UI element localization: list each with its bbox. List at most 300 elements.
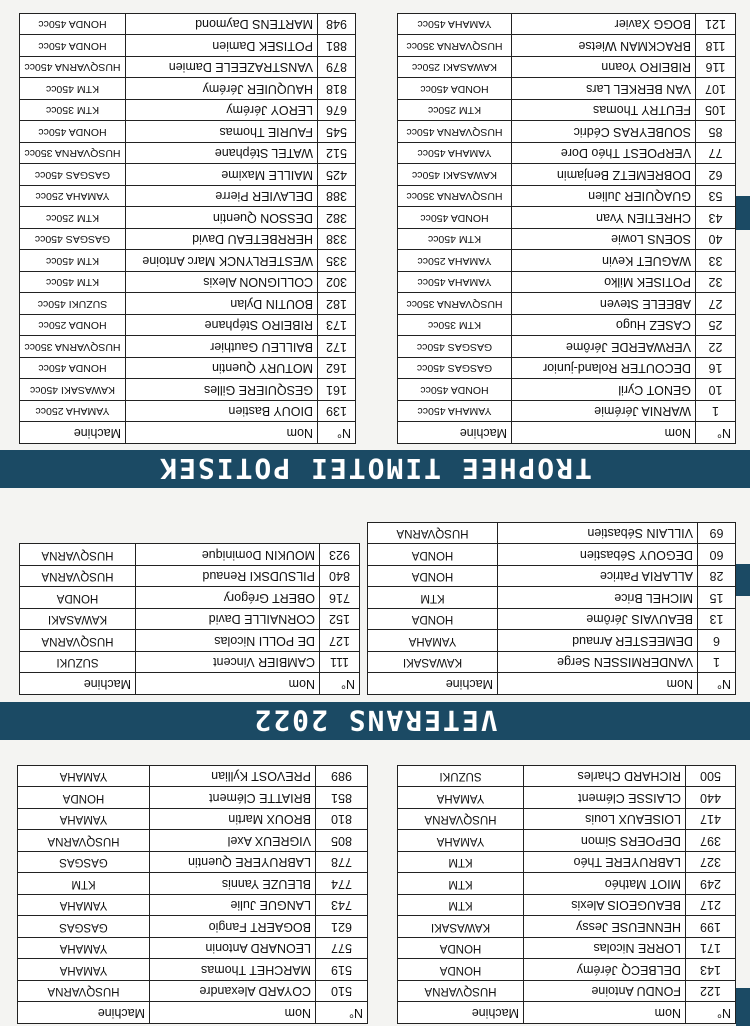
rider-machine: GASGAS 450cc — [398, 358, 512, 380]
rider-row — [368, 587, 736, 609]
rider-machine: YAMAHA — [398, 787, 524, 809]
rider-machine: HONDA 450cc — [20, 14, 126, 36]
rider-number: 16 — [696, 358, 736, 380]
rider-name: DEMEESTER Arnaud — [498, 630, 698, 652]
rider-row — [398, 830, 736, 852]
rider-row — [20, 272, 356, 294]
rider-row — [368, 544, 736, 566]
rider-number: 417 — [686, 809, 736, 831]
header-num: N° — [318, 422, 356, 444]
rider-name: LANGUE Julie — [150, 895, 316, 917]
rider-name: DEGOUY Sébastien — [498, 544, 698, 566]
table-header-row — [398, 422, 736, 444]
rider-name: DOBREMETZ Benjamin — [512, 164, 696, 186]
rider-machine: KTM — [398, 873, 524, 895]
header-num: N° — [696, 422, 736, 444]
rider-number: 425 — [318, 164, 356, 186]
rider-name: BEAUGEOIS Alexis — [524, 895, 686, 917]
rider-row — [18, 809, 368, 831]
rider-machine: GASGAS 450cc — [20, 229, 126, 251]
rider-number: 15 — [698, 587, 736, 609]
edge-tab-mark — [736, 564, 750, 596]
table-header-row — [368, 673, 736, 695]
rider-number: 388 — [318, 186, 356, 208]
header-machine: Machine — [398, 422, 512, 444]
rider-name: SOENS Lowie — [512, 229, 696, 251]
rider-number: 851 — [316, 787, 368, 809]
rider-number: 33 — [696, 250, 736, 272]
table-header-row — [20, 422, 356, 444]
rider-name: MIOT Mathéo — [524, 873, 686, 895]
rider-number: 676 — [318, 100, 356, 122]
rider-machine: KTM 450cc — [398, 229, 512, 251]
rider-machine: KAWASAKI — [398, 916, 524, 938]
rider-number: 25 — [696, 315, 736, 337]
rider-row — [20, 587, 360, 609]
rider-machine: KTM 250cc — [20, 207, 126, 229]
rider-row — [18, 916, 368, 938]
rider-number: 217 — [686, 895, 736, 917]
rider-row — [20, 630, 360, 652]
rider-row — [398, 207, 736, 229]
rider-row — [398, 315, 736, 337]
rider-row — [398, 229, 736, 251]
rider-number: 107 — [696, 78, 736, 100]
rider-name: ABEELE Steven — [512, 293, 696, 315]
rider-machine: KTM — [398, 895, 524, 917]
rider-name: MOUKIN Dominique — [136, 544, 320, 566]
rider-number: 512 — [318, 143, 356, 165]
rider-name: RIBEIRO Yoann — [512, 57, 696, 79]
rider-row — [20, 100, 356, 122]
rider-row — [398, 895, 736, 917]
rider-row — [20, 566, 360, 588]
veterans-right-block — [19, 544, 360, 696]
rider-number: 440 — [686, 787, 736, 809]
rider-number: 105 — [696, 100, 736, 122]
rider-row — [20, 121, 356, 143]
rider-name: RICHARD Charles — [524, 766, 686, 788]
trophee-banner — [0, 450, 750, 488]
rider-machine: KAWASAKI 250cc — [398, 57, 512, 79]
rider-number: 77 — [696, 143, 736, 165]
rider-machine: YAMAHA — [18, 938, 150, 960]
rider-row — [398, 14, 736, 36]
rider-number: 127 — [320, 630, 360, 652]
rider-machine: HUSQVARNA — [20, 566, 136, 588]
rider-number: 116 — [696, 57, 736, 79]
rider-name: FONDU Antoine — [524, 981, 686, 1003]
rider-machine: HONDA 450cc — [398, 78, 512, 100]
rider-number: 13 — [698, 609, 736, 631]
rider-row — [18, 852, 368, 874]
rider-machine: YAMAHA 450cc — [398, 143, 512, 165]
rider-machine: HUSQVARNA — [398, 809, 524, 831]
rider-machine: HONDA — [20, 587, 136, 609]
rider-name: POTISEK Damien — [126, 35, 318, 57]
header-machine: Machine — [398, 1002, 524, 1024]
rider-row — [368, 630, 736, 652]
rider-number: 173 — [318, 315, 356, 337]
rider-number: 519 — [316, 959, 368, 981]
header-nom: Nom — [512, 422, 696, 444]
rider-machine: SUZUKI 450cc — [20, 293, 126, 315]
rider-row — [398, 272, 736, 294]
rider-row — [18, 959, 368, 981]
rider-number: 43 — [696, 207, 736, 229]
rider-row — [398, 78, 736, 100]
rider-row — [398, 336, 736, 358]
rider-name: WESTERLYNCK Marc Antoine — [126, 250, 318, 272]
rider-number: 1 — [698, 652, 736, 674]
rider-machine: GASGAS 450cc — [20, 164, 126, 186]
header-num: N° — [316, 1002, 368, 1024]
rider-number: 6 — [698, 630, 736, 652]
rider-machine: HUSQVARNA 350cc — [398, 186, 512, 208]
rider-row — [20, 336, 356, 358]
rider-machine: HUSQVARNA — [18, 830, 150, 852]
rider-row — [398, 959, 736, 981]
rider-name: BLEUZE Yannis — [150, 873, 316, 895]
rider-number: 171 — [686, 938, 736, 960]
rider-machine: HUSQVARNA 350cc — [398, 35, 512, 57]
rider-name: VERWAERDE Jérôme — [512, 336, 696, 358]
rider-machine: HUSQVARNA — [20, 630, 136, 652]
rider-name: VIGREUX Axel — [150, 830, 316, 852]
rider-row — [398, 981, 736, 1003]
rider-machine: YAMAHA 450cc — [398, 401, 512, 423]
rider-name: MAILLE Maxime — [126, 164, 318, 186]
rider-row — [20, 57, 356, 79]
rider-row — [20, 401, 356, 423]
rider-name: MOTURY Quentin — [126, 358, 318, 380]
rider-number: 302 — [318, 272, 356, 294]
rider-number: 778 — [316, 852, 368, 874]
rider-name: VANDERMISSEN Serge — [498, 652, 698, 674]
rider-machine: HUSQVARNA 450cc — [20, 57, 126, 79]
header-nom: Nom — [126, 422, 318, 444]
rider-row — [18, 938, 368, 960]
rider-name: DIOUY Bastien — [126, 401, 318, 423]
rider-row — [398, 809, 736, 831]
rider-number: 810 — [316, 809, 368, 831]
rider-row — [398, 916, 736, 938]
rider-name: BROUX Martin — [150, 809, 316, 831]
rider-row — [398, 57, 736, 79]
rider-row — [20, 315, 356, 337]
rider-name: LEROY Jérémy — [126, 100, 318, 122]
rider-number: 22 — [696, 336, 736, 358]
rider-row — [20, 14, 356, 36]
rider-number: 122 — [686, 981, 736, 1003]
rider-machine: HONDA — [368, 566, 498, 588]
rider-machine: KTM 350cc — [20, 100, 126, 122]
rider-name: VAN BERKEL Lars — [512, 78, 696, 100]
rider-name: VERPOEST Théo Dore — [512, 143, 696, 165]
rider-row — [20, 143, 356, 165]
trophee-right-block — [19, 13, 356, 444]
rider-machine: SUZUKI — [398, 766, 524, 788]
rider-row — [398, 401, 736, 423]
rider-name: MARCHET Thomas — [150, 959, 316, 981]
rider-name: HERRBETEAU David — [126, 229, 318, 251]
rider-machine: KTM — [18, 873, 150, 895]
rider-machine: KAWASAKI — [368, 652, 498, 674]
rider-row — [398, 293, 736, 315]
top-left-table — [397, 765, 736, 1024]
rider-number: 805 — [316, 830, 368, 852]
rider-number: 28 — [698, 566, 736, 588]
rider-name: CASEZ Hugo — [512, 315, 696, 337]
rider-number: 60 — [698, 544, 736, 566]
rider-row — [398, 852, 736, 874]
rider-name: BEAUVAIS Jérôme — [498, 609, 698, 631]
rider-row — [20, 250, 356, 272]
rider-row — [18, 766, 368, 788]
rider-name: BOGG Xavier — [512, 14, 696, 36]
rider-number: 27 — [696, 293, 736, 315]
rider-row — [20, 358, 356, 380]
rider-number: 121 — [696, 14, 736, 36]
rider-row — [20, 293, 356, 315]
rider-row — [368, 652, 736, 674]
rider-number: 397 — [686, 830, 736, 852]
rider-machine: HONDA — [18, 787, 150, 809]
rider-number: 10 — [696, 379, 736, 401]
table-header-row — [398, 1002, 736, 1024]
rider-number: 139 — [318, 401, 356, 423]
header-nom: Nom — [524, 1002, 686, 1024]
rider-row — [20, 207, 356, 229]
rider-name: HENNEUSE Jessy — [524, 916, 686, 938]
rider-number: 338 — [318, 229, 356, 251]
rider-machine: KTM 450cc — [20, 272, 126, 294]
rider-name: FAURIE Thomas — [126, 121, 318, 143]
rider-row — [18, 787, 368, 809]
rider-name: WATEL Stéphane — [126, 143, 318, 165]
edge-tab-mark — [736, 988, 750, 1026]
rider-name: DELAVIER Pierre — [126, 186, 318, 208]
rider-name: PREVOST Kyllian — [150, 766, 316, 788]
rider-machine: KTM — [368, 587, 498, 609]
rider-name: WAGUET Kevin — [512, 250, 696, 272]
header-nom: Nom — [136, 673, 320, 695]
rider-number: 1 — [696, 401, 736, 423]
rider-name: GENOT Cyril — [512, 379, 696, 401]
rider-number: 327 — [686, 852, 736, 874]
rider-machine: HUSQVARNA — [20, 544, 136, 566]
rider-name: LABRUYERE Théo — [524, 852, 686, 874]
rider-row — [20, 229, 356, 251]
edge-tab-mark — [736, 196, 750, 230]
rider-name: MICHEL Brice — [498, 587, 698, 609]
rider-number: 249 — [686, 873, 736, 895]
top-left-block — [397, 765, 736, 1024]
rider-row — [368, 566, 736, 588]
rider-row — [20, 164, 356, 186]
rider-number: 881 — [318, 35, 356, 57]
rider-number: 32 — [696, 272, 736, 294]
header-machine: Machine — [20, 422, 126, 444]
rider-name: SOUBEYRAS Cédric — [512, 121, 696, 143]
rider-name: HAUQUIER Jérémy — [126, 78, 318, 100]
rider-name: MARTENS Daymond — [126, 14, 318, 36]
rider-name: BOUTIN Dylan — [126, 293, 318, 315]
rider-number: 111 — [320, 652, 360, 674]
rider-machine: HONDA 450cc — [20, 358, 126, 380]
rider-row — [18, 873, 368, 895]
rider-row — [398, 358, 736, 380]
rider-machine: HONDA — [368, 609, 498, 631]
rider-number: 774 — [316, 873, 368, 895]
rider-row — [20, 652, 360, 674]
rider-machine: HUSQVARNA 350cc — [398, 293, 512, 315]
rider-name: PILSUDSKI Renaud — [136, 566, 320, 588]
rider-machine: KAWASAKI 450cc — [20, 379, 126, 401]
rider-row — [398, 100, 736, 122]
rider-number: 989 — [316, 766, 368, 788]
rider-row — [398, 164, 736, 186]
rider-name: FEUTRY Thomas — [512, 100, 696, 122]
rider-name: CORNAILLE David — [136, 609, 320, 631]
rider-row — [398, 35, 736, 57]
rider-machine: HUSQVARNA — [368, 523, 498, 545]
rider-number: 840 — [320, 566, 360, 588]
rider-row — [398, 938, 736, 960]
rider-row — [398, 121, 736, 143]
rider-name: VANSTRAZEELE Damien — [126, 57, 318, 79]
rider-machine: YAMAHA 250cc — [20, 401, 126, 423]
rider-machine: HONDA — [398, 959, 524, 981]
rider-machine: YAMAHA — [18, 895, 150, 917]
rider-number: 161 — [318, 379, 356, 401]
rider-machine: HONDA — [368, 544, 498, 566]
rider-row — [398, 787, 736, 809]
rider-machine: HUSQVARNA — [398, 981, 524, 1003]
rider-name: COLLIGNON Alexis — [126, 272, 318, 294]
rider-name: DESSON Quentin — [126, 207, 318, 229]
rider-name: POTISEK Milko — [512, 272, 696, 294]
rider-name: LORRE Nicolas — [524, 938, 686, 960]
rider-number: 500 — [686, 766, 736, 788]
rider-number: 743 — [316, 895, 368, 917]
rider-row — [20, 78, 356, 100]
rider-number: 879 — [318, 57, 356, 79]
rider-row — [20, 35, 356, 57]
rider-number: 923 — [320, 544, 360, 566]
veterans-left-block — [367, 522, 736, 695]
rider-number: 40 — [696, 229, 736, 251]
rider-number: 85 — [696, 121, 736, 143]
rider-name: BAILLEU Gauthier — [126, 336, 318, 358]
rider-name: GESQUIERE Gilles — [126, 379, 318, 401]
rider-row — [18, 981, 368, 1003]
rider-row — [18, 895, 368, 917]
rider-machine: SUZUKI — [20, 652, 136, 674]
rider-name: BRACKMAN Wietse — [512, 35, 696, 57]
rider-row — [20, 379, 356, 401]
rider-number: 118 — [696, 35, 736, 57]
rider-name: RIBEIRO Stéphane — [126, 315, 318, 337]
rider-name: COYARD Alexandre — [150, 981, 316, 1003]
rider-machine: KTM 450cc — [20, 250, 126, 272]
rider-machine: GASGAS — [18, 852, 150, 874]
rider-row — [398, 250, 736, 272]
rider-name: OBERT Grégory — [136, 587, 320, 609]
rider-row — [20, 609, 360, 631]
rider-machine: GASGAS 450cc — [398, 336, 512, 358]
rider-machine: YAMAHA — [18, 766, 150, 788]
rider-name: LABRUYERE Quentin — [150, 852, 316, 874]
rider-machine: KTM 450cc — [20, 78, 126, 100]
rider-number: 172 — [318, 336, 356, 358]
rider-name: GUAQUIER Julien — [512, 186, 696, 208]
rider-name: VILLAIN Sébastien — [498, 523, 698, 545]
rider-name: DE POLLI Nicolas — [136, 630, 320, 652]
rider-machine: HONDA 450cc — [20, 35, 126, 57]
rider-machine: HUSQVARNA 450cc — [398, 121, 512, 143]
rider-machine: HONDA 450cc — [398, 379, 512, 401]
rider-machine: HONDA 250cc — [20, 315, 126, 337]
rider-machine: KTM 350cc — [398, 315, 512, 337]
table-header-row — [20, 673, 360, 695]
rider-number: 382 — [318, 207, 356, 229]
rider-number: 182 — [318, 293, 356, 315]
rider-name: CHRETIEN Yvan — [512, 207, 696, 229]
top-right-table — [17, 765, 368, 1024]
rider-number: 577 — [316, 938, 368, 960]
rider-name: LEONARD Antonin — [150, 938, 316, 960]
rider-row — [18, 830, 368, 852]
rider-name: ALLARIA Patrice — [498, 566, 698, 588]
rider-row — [398, 379, 736, 401]
rider-row — [398, 766, 736, 788]
rider-number: 948 — [318, 14, 356, 36]
rider-number: 69 — [698, 523, 736, 545]
header-num: N° — [686, 1002, 736, 1024]
rider-machine: YAMAHA 250cc — [20, 186, 126, 208]
header-machine: Machine — [368, 673, 498, 695]
veterans-title: VETERANS 2022 — [252, 704, 498, 738]
rider-machine: HONDA 450cc — [398, 207, 512, 229]
rider-machine: YAMAHA — [398, 830, 524, 852]
header-machine: Machine — [18, 1002, 150, 1024]
trophee-left-table — [397, 13, 736, 444]
rider-number: 335 — [318, 250, 356, 272]
rider-number: 162 — [318, 358, 356, 380]
rider-row — [368, 609, 736, 631]
rider-number: 53 — [696, 186, 736, 208]
rider-row — [368, 523, 736, 545]
rider-machine: YAMAHA 250cc — [398, 250, 512, 272]
veterans-left-table — [367, 522, 736, 695]
rider-machine: YAMAHA — [18, 809, 150, 831]
rider-name: LOISEAUX Louis — [524, 809, 686, 831]
rider-row — [20, 544, 360, 566]
header-num: N° — [320, 673, 360, 695]
table-header-row — [18, 1002, 368, 1024]
rider-name: CAMBIER Vincent — [136, 652, 320, 674]
rider-machine: HONDA 450cc — [20, 121, 126, 143]
rider-machine: KAWASAKI 450cc — [398, 164, 512, 186]
rider-name: BOGAERT Fangio — [150, 916, 316, 938]
rider-number: 199 — [686, 916, 736, 938]
rider-name: DELBECQ Jérémy — [524, 959, 686, 981]
rider-number: 621 — [316, 916, 368, 938]
rider-number: 152 — [320, 609, 360, 631]
rider-row — [398, 143, 736, 165]
rider-machine: YAMAHA — [18, 959, 150, 981]
